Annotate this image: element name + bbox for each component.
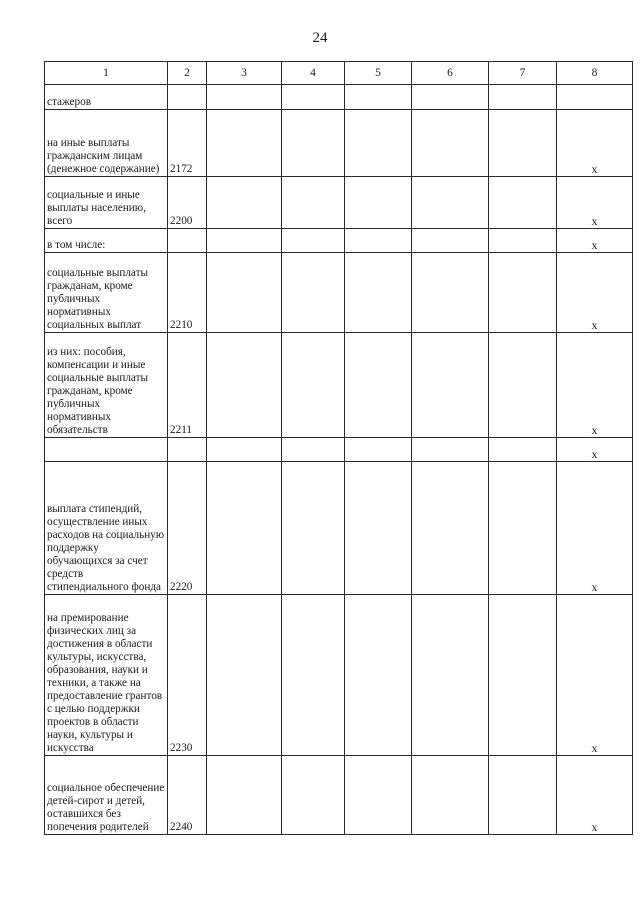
data-cell — [207, 462, 282, 595]
row-code-cell: 2200 — [168, 177, 207, 229]
column-header: 2 — [168, 62, 207, 85]
data-cell — [412, 333, 489, 438]
data-cell — [207, 756, 282, 835]
row-code-cell: 2220 — [168, 462, 207, 595]
data-cell — [282, 177, 345, 229]
data-cell — [489, 110, 557, 177]
table-row — [45, 253, 633, 333]
column-header: 7 — [489, 62, 557, 85]
row-mark-cell: x — [557, 229, 633, 253]
data-cell — [345, 229, 412, 253]
data-cell — [489, 333, 557, 438]
row-code-cell — [168, 229, 207, 253]
table-row — [45, 438, 633, 462]
row-mark-cell: x — [557, 253, 633, 333]
table-row — [45, 229, 633, 253]
data-cell — [489, 438, 557, 462]
row-name-cell: социальное обеспечение детей-сирот и детей, оставшихся без попечения родителей — [45, 756, 168, 835]
data-cell — [489, 85, 557, 110]
table-row — [45, 333, 633, 438]
table-row — [45, 462, 633, 595]
row-name-cell: в том числе: — [45, 229, 168, 253]
data-cell — [207, 438, 282, 462]
data-cell — [345, 756, 412, 835]
data-cell — [345, 462, 412, 595]
data-cell — [207, 333, 282, 438]
data-cell — [282, 438, 345, 462]
row-name-cell: выплата стипендий, осуществление иных расходов на социальную поддержку обучающихся за счет средств стипендиального фонда — [45, 462, 168, 595]
data-cell — [412, 253, 489, 333]
row-name-cell — [45, 438, 168, 462]
column-header: 4 — [282, 62, 345, 85]
row-mark-cell — [557, 85, 633, 110]
data-cell — [282, 110, 345, 177]
row-name-cell: социальные выплаты гражданам, кроме публичных нормативных социальных выплат — [45, 253, 168, 333]
row-mark-cell: x — [557, 595, 633, 756]
row-mark-cell: x — [557, 756, 633, 835]
row-name-cell: на премирование физических лиц за достижения в области культуры, искусства, образования, науки и техники, а также на предоставление грантов с целью поддержки проектов в области науки, культуры и искусства — [45, 595, 168, 756]
row-mark-cell: x — [557, 110, 633, 177]
row-code-cell: 2240 — [168, 756, 207, 835]
table-row — [45, 110, 633, 177]
row-name-cell: социальные и иные выплаты населению, всего — [45, 177, 168, 229]
data-cell — [489, 756, 557, 835]
data-cell — [345, 438, 412, 462]
data-cell — [489, 595, 557, 756]
data-cell — [412, 756, 489, 835]
data-cell — [282, 229, 345, 253]
data-cell — [207, 177, 282, 229]
data-cell — [282, 595, 345, 756]
data-cell — [345, 110, 412, 177]
data-cell — [345, 595, 412, 756]
column-header: 5 — [345, 62, 412, 85]
data-cell — [207, 595, 282, 756]
column-header: 8 — [557, 62, 633, 85]
data-cell — [207, 85, 282, 110]
row-code-cell — [168, 85, 207, 110]
data-cell — [412, 177, 489, 229]
row-mark-cell: x — [557, 177, 633, 229]
column-header: 3 — [207, 62, 282, 85]
row-code-cell: 2210 — [168, 253, 207, 333]
column-header: 1 — [45, 62, 168, 85]
data-cell — [489, 229, 557, 253]
row-name-cell: из них: пособия, компенсации и иные социальные выплаты гражданам, кроме публичных нормативных обязательств — [45, 333, 168, 438]
table-row — [45, 85, 633, 110]
report-table — [44, 61, 633, 835]
row-mark-cell: x — [557, 333, 633, 438]
data-cell — [207, 229, 282, 253]
data-cell — [489, 177, 557, 229]
data-cell — [489, 462, 557, 595]
data-cell — [207, 110, 282, 177]
row-code-cell: 2230 — [168, 595, 207, 756]
data-cell — [412, 438, 489, 462]
table-row — [45, 595, 633, 756]
data-cell — [207, 253, 282, 333]
data-cell — [345, 333, 412, 438]
row-name-cell: стажеров — [45, 85, 168, 110]
row-code-cell — [168, 438, 207, 462]
data-cell — [282, 333, 345, 438]
row-code-cell: 2172 — [168, 110, 207, 177]
table-row — [45, 756, 633, 835]
data-cell — [282, 85, 345, 110]
data-cell — [345, 85, 412, 110]
row-name-cell: на иные выплаты гражданским лицам (денежное содержание) — [45, 110, 168, 177]
data-cell — [345, 177, 412, 229]
data-cell — [282, 756, 345, 835]
row-mark-cell: x — [557, 462, 633, 595]
data-cell — [282, 253, 345, 333]
row-mark-cell: x — [557, 438, 633, 462]
table-row — [45, 177, 633, 229]
data-cell — [412, 110, 489, 177]
table-header-row — [45, 62, 633, 85]
data-cell — [412, 595, 489, 756]
data-cell — [412, 85, 489, 110]
data-cell — [412, 462, 489, 595]
page-number: 24 — [312, 30, 328, 46]
data-cell — [412, 229, 489, 253]
data-cell — [282, 462, 345, 595]
data-cell — [489, 253, 557, 333]
data-cell — [345, 253, 412, 333]
row-code-cell: 2211 — [168, 333, 207, 438]
column-header: 6 — [412, 62, 489, 85]
